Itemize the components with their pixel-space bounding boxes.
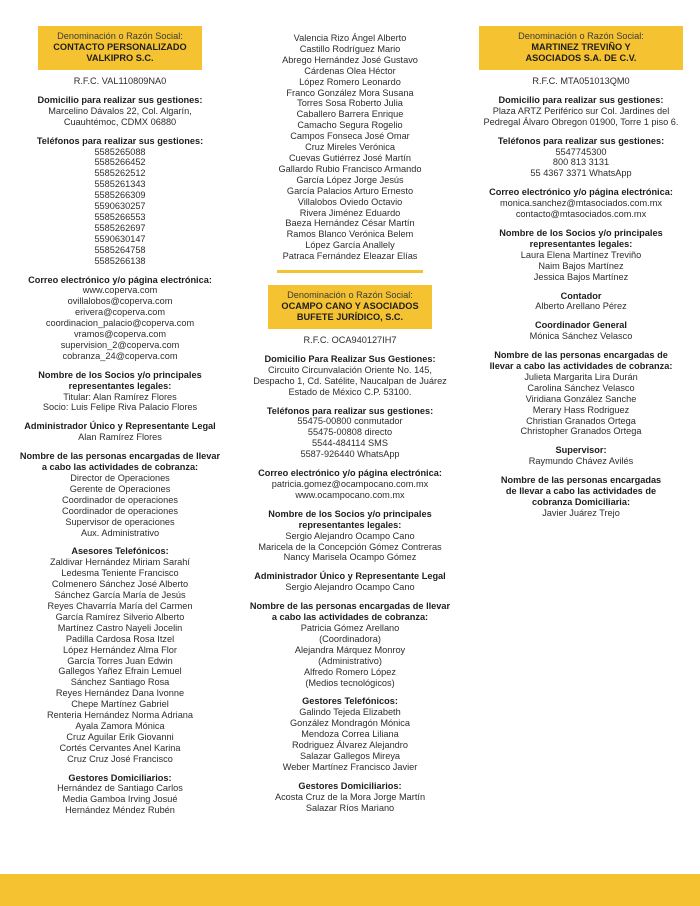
partners-heading: Nombre de los Socios y/o principales: [499, 227, 663, 238]
phones-section: [10, 136, 230, 267]
accountant-heading: Contador: [560, 290, 602, 301]
denomination-label: Denominación o Razón Social:: [518, 31, 644, 41]
partners-section: [240, 509, 460, 564]
address-line: Despacho 1, Cd. Satélite, Naucalpan de Juárez: [253, 375, 447, 386]
phone-number: 55475-00808 directo: [307, 427, 393, 438]
phones-heading: Teléfonos para realizar sus gestiones:: [497, 135, 665, 146]
company-name-box: [268, 285, 432, 329]
address-heading: Domicilio Para Realizar Sus Gestiones:: [264, 353, 436, 364]
email-section: [10, 275, 230, 362]
partners-section: [470, 228, 692, 283]
list-item: Media Gamboa Irving Josué: [62, 794, 178, 805]
admin-heading: Administrador Único y Representante Legal: [254, 571, 446, 582]
collection-section: [10, 451, 230, 538]
collection-role: Coordinador de operaciones: [62, 494, 178, 505]
list-item: Caballero Barrera Enrique: [296, 109, 404, 120]
company-name-line: ASOCIADOS S.A. DE C.V.: [525, 53, 637, 63]
list-item: Franco González Mora Susana: [286, 87, 414, 98]
list-item: Patraca Fernández Eleazar Elías: [282, 251, 418, 262]
list-item: Chepe Martínez Gabriel: [71, 699, 169, 710]
partner-name: Jessica Bajos Martínez: [533, 271, 629, 282]
email-link[interactable]: cobranza_24@coperva.com: [62, 350, 178, 361]
address-heading: Domicilio para realizar sus gestiones:: [37, 94, 203, 105]
phone-number: 5590630257: [94, 201, 146, 212]
collection-person: Julieta Margarita Lira Durán: [524, 371, 638, 382]
list-item: Camacho Segura Rogelio: [297, 120, 403, 131]
list-item: Salazar Ríos Mariano: [305, 802, 395, 813]
collection-heading: Nombre de las personas encargadas de llevar: [19, 451, 221, 462]
list-item: Rodriguez Álvarez Alejandro: [292, 740, 408, 751]
phone-number: 5585266309: [94, 190, 146, 201]
email-heading: Correo electrónico y/o página electrónica:: [28, 274, 212, 285]
supervisor-heading: Supervisor:: [555, 445, 607, 456]
list-item: Cortés Cervantes Anel Karina: [59, 742, 181, 753]
partners-heading: representantes legales:: [529, 238, 633, 249]
company-name-line: VALKIPRO S.C.: [86, 53, 154, 63]
list-item: Acosta Cruz de la Mora Jorge Martín: [274, 791, 426, 802]
list-item: Weber Martínez Francisco Javier: [282, 761, 418, 772]
partners-section: [10, 370, 230, 414]
list-item: Ledesma Teniente Francisco: [61, 568, 179, 579]
coordinator-heading: Coordinador General: [535, 320, 627, 331]
company-name-box: [38, 26, 202, 70]
company-name-line: BUFETE JURÍDICO, S.C.: [296, 312, 404, 323]
list-item: López García Anallely: [305, 240, 395, 251]
email-link[interactable]: vramos@coperva.com: [73, 329, 167, 340]
phone-number: 5544-484114 SMS: [312, 438, 388, 449]
phone-number: 55 4367 3371 WhatsApp: [530, 168, 632, 179]
list-item: Valencia Rizo Ángel Alberto: [293, 33, 407, 43]
section-divider: [277, 270, 423, 273]
email-section: [470, 187, 692, 220]
admin-name: Sergio Alejandro Ocampo Cano: [285, 582, 415, 593]
coordinator-section: [470, 320, 692, 342]
list-item: Cruz Cruz José Francisco: [67, 753, 173, 764]
list-item: Gallardo Rubio Francisco Armando: [278, 163, 422, 174]
address-line: Marcelino Dávalos 22, Col. Algarín,: [48, 105, 192, 116]
list-item: Reyes Hernández Dana Ivonne: [55, 688, 185, 699]
address-section: [10, 95, 230, 128]
home-collectors-heading: Gestores Domiciliarios:: [68, 772, 172, 783]
email-link[interactable]: ovillalobos@coperva.com: [67, 296, 173, 307]
continued-advisors-list: [240, 33, 460, 262]
home-collection-heading: cobranza Domiciliaria:: [531, 497, 631, 507]
list-item: García Palacios Arturo Ernesto: [286, 185, 414, 196]
company-name-line: OCAMPO CANO Y ASOCIADOS: [281, 301, 419, 312]
list-item: García López Jorge Jesús: [296, 174, 404, 185]
list-item: Reyes Chavarría María del Carmen: [47, 600, 193, 611]
phone-advisors-heading: Asesores Telefónicos:: [71, 546, 169, 557]
coordinator-name: Mónica Sánchez Velasco: [529, 331, 633, 342]
phones-section: [240, 406, 460, 461]
denomination-label: Denominación o Razón Social:: [287, 290, 413, 301]
collection-section: [240, 601, 460, 688]
accountant-section: [470, 291, 692, 313]
website-link[interactable]: www.coperva.com: [82, 285, 158, 296]
list-item: Hernández de Santiago Carlos: [57, 783, 183, 794]
address-heading: Domicilio para realizar sus gestiones:: [498, 94, 664, 105]
partner-name: Naim Bajos Martínez: [538, 260, 624, 271]
list-item: Ramos Blanco Verónica Belem: [286, 229, 414, 240]
collection-person: Alejandra Márquez Monroy: [294, 644, 406, 655]
accountant-name: Alberto Arellano Pérez: [535, 301, 627, 312]
collection-heading: a cabo las actividades de cobranza:: [271, 612, 429, 623]
list-item: Cuevas Gutiérrez José Martín: [288, 152, 412, 163]
phone-number: 55475-00800 conmutador: [297, 416, 403, 427]
list-item: Abrego Hernández José Gustavo: [282, 54, 418, 65]
home-collection-heading: de llevar a cabo las actividades de: [505, 486, 657, 497]
partners-heading: representantes legales:: [68, 380, 172, 391]
admin-name: Alan Ramírez Flores: [78, 432, 162, 443]
list-item: González Mondragón Mónica: [289, 718, 411, 729]
list-item: Zaldivar Hernández Miriam Sarahí: [50, 557, 190, 568]
home-collectors-section: [10, 773, 230, 817]
list-item: Padilla Cardosa Rosa Itzel: [65, 633, 175, 644]
supervisor-name: Raymundo Chávez Avilés: [528, 456, 634, 467]
collection-role: (Coordinadora): [319, 633, 381, 644]
address-line: Circuito Circunvalación Oriente No. 145,: [268, 364, 432, 375]
list-item: Cruz Mireles Verónica: [305, 142, 395, 153]
collection-heading: Nombre de las personas encargadas de llevar: [249, 601, 451, 612]
list-item: Martínez Castro Nayeli Jocelin: [57, 622, 183, 633]
phone-collectors-heading: Gestores Telefónicos:: [302, 696, 398, 707]
partner-name: Laura Elena Martínez Treviño: [520, 249, 642, 260]
rfc-text: R.F.C. OCA940127IH7: [303, 335, 397, 346]
email-heading: Correo electrónico y/o página electrónica:: [489, 187, 673, 198]
list-item: López Romero Leonardo: [299, 76, 401, 87]
phone-number: 5585261343: [94, 179, 146, 190]
collection-person: Alfredo Romero López: [304, 666, 396, 677]
list-item: Gallegos Yañez Efrain Lemuel: [58, 666, 182, 677]
phone-number: 5590630147: [94, 233, 146, 244]
partner-name: Socio: Luis Felipe Riva Palacio Flores: [42, 402, 198, 413]
address-line: Cuauhtémoc, CDMX 06880: [63, 116, 177, 127]
list-item: Ayala Zamora Mónica: [75, 720, 165, 731]
collection-person: Merary Hass Rodriguez: [532, 404, 630, 415]
collection-section: [470, 350, 692, 437]
collection-heading: Nombre de las personas encargadas de: [494, 350, 668, 361]
list-item: Renteria Hernández Norma Adriana: [46, 710, 194, 721]
phone-number: 5585266452: [94, 157, 146, 168]
company-name-line: MARTINEZ TREVIÑO Y: [531, 42, 631, 52]
phone-advisors-section: [10, 546, 230, 764]
phones-heading: Teléfonos para realizar sus gestiones:: [36, 135, 204, 146]
collection-role: (Medios tecnológicos): [305, 677, 395, 688]
company-column-valkipro: [10, 0, 230, 816]
home-collectors-section: [240, 781, 460, 814]
address-section: [470, 95, 692, 128]
email-link[interactable]: coordinacion_palacio@coperva.com: [45, 318, 195, 329]
collection-role: Coordinador de operaciones: [62, 505, 178, 516]
phone-number: 800 813 3131: [552, 157, 610, 168]
email-link[interactable]: supervision_2@coperva.com: [60, 339, 180, 350]
address-section: [240, 354, 460, 398]
collection-role: (Administrativo): [318, 655, 382, 666]
collection-role: Gerente de Operaciones: [69, 483, 171, 494]
rfc-text: R.F.C. MTA051013QM0: [532, 76, 630, 86]
phone-number: 5547745300: [555, 146, 607, 157]
phones-heading: Teléfonos para realizar sus gestiones:: [266, 405, 434, 416]
rfc-text: R.F.C. VAL110809NA0: [73, 76, 167, 86]
address-line: Estado de México C.P. 53100.: [288, 386, 412, 397]
list-item: Colmenero Sánchez José Alberto: [51, 579, 189, 590]
list-item: Salazar Gallegos Mireya: [299, 750, 401, 761]
list-item: Torres Sosa Roberto Julia: [297, 98, 403, 109]
company-name-box: [479, 26, 683, 70]
collection-heading: a cabo las actividades de cobranza:: [41, 462, 199, 473]
email-section: [240, 468, 460, 501]
list-item: Galindo Tejeda Elizabeth: [299, 707, 401, 718]
list-item: Castillo Rodríguez Mario: [299, 43, 401, 54]
list-item: García Torres Juan Edwin: [67, 655, 173, 666]
company-name-line: CONTACTO PERSONALIZADO: [53, 42, 187, 52]
phone-number: 5585264758: [94, 244, 146, 255]
collection-role: Aux. Administrativo: [80, 527, 160, 538]
home-collectors-heading: Gestores Domiciliarios:: [298, 780, 402, 791]
collection-person: Viridiana González Sanche: [525, 393, 637, 404]
home-collector-name: Javier Juárez Trejo: [542, 507, 620, 518]
partners-heading: Nombre de los Socios y/o principales: [268, 508, 432, 519]
admin-section: [240, 571, 460, 593]
list-item: Villalobos Oviedo Octavio: [297, 196, 403, 207]
phone-collectors-section: [240, 696, 460, 772]
partners-heading: representantes legales:: [298, 519, 402, 530]
phone-number: 5585266553: [94, 211, 146, 222]
partner-name: Sergio Alejandro Ocampo Cano: [285, 530, 415, 541]
partner-name: Nancy Marisela Ocampo Gómez: [283, 552, 417, 563]
collection-person: Patricia Gómez Arellano: [300, 622, 400, 633]
email-link[interactable]: erivera@coperva.com: [74, 307, 165, 318]
email-heading: Correo electrónico y/o página electrónica:: [258, 468, 442, 479]
company-column-martinez-trevino: [470, 0, 692, 519]
list-item: Sánchez Santiago Rosa: [70, 677, 170, 688]
partners-heading: Nombre de los Socios y/o principales: [38, 369, 202, 380]
home-collection-section: [470, 475, 692, 519]
phone-number: 5585265088: [94, 146, 146, 157]
list-item: Hernández Méndez Rubén: [65, 805, 175, 816]
email-link[interactable]: monica.sanchez@mtasociados.com.mx: [499, 198, 662, 209]
list-item: Mendoza Correa Liliana: [301, 729, 399, 740]
address-line: Plaza ARTZ Periférico sur Col. Jardines del: [492, 105, 670, 116]
website-link[interactable]: www.ocampocano.com.mx: [295, 489, 405, 500]
phone-number: 5585262697: [94, 222, 146, 233]
list-item: Cárdenas Olea Héctor: [304, 65, 396, 76]
phone-number: 5585262512: [94, 168, 146, 179]
footer-bar: [0, 874, 700, 906]
collection-person: Carolina Sánchez Velasco: [527, 382, 635, 393]
denomination-label: Denominación o Razón Social:: [57, 31, 183, 41]
phone-number: 5587-926440 WhatsApp: [300, 449, 400, 460]
collection-role: Supervisor de operaciones: [65, 516, 175, 527]
email-link[interactable]: contacto@mtasociados.com.mx: [515, 209, 647, 220]
list-item: Baeza Hernández César Martín: [285, 218, 415, 229]
list-item: Rivera Jiménez Eduardo: [299, 207, 401, 218]
home-collection-heading: Nombre de las personas encargadas: [500, 475, 662, 486]
list-item: Sánchez García María de Jesús: [54, 590, 186, 601]
company-column-ocampo-cano: [240, 0, 460, 813]
collection-person: Christopher Granados Ortega: [520, 426, 642, 437]
collection-person: Christian Granados Ortega: [526, 415, 636, 426]
address-line: Pedregal Álvaro Obregon 01900, Torre 1 piso 6.: [483, 116, 679, 127]
list-item: Campos Fonseca José Omar: [290, 131, 410, 142]
supervisor-section: [470, 445, 692, 467]
phone-number: 5585266138: [94, 255, 146, 266]
collection-role: Director de Operaciones: [70, 473, 170, 483]
email-link[interactable]: patricia.gomez@ocampocano.com.mx: [271, 479, 429, 489]
admin-section: [10, 421, 230, 443]
collection-heading: llevar a cabo las actividades de cobranza:: [489, 361, 673, 372]
partner-name: Maricela de la Concepción Gómez Contreras: [258, 541, 442, 552]
phones-section: [470, 136, 692, 180]
partner-name: Titular: Alan Ramírez Flores: [63, 391, 177, 402]
list-item: Cruz Aguilar Erik Giovanni: [66, 731, 174, 742]
list-item: López Hernández Alma Flor: [63, 644, 177, 655]
list-item: García Ramírez Silverio Alberto: [55, 611, 185, 622]
admin-heading: Administrador Único y Representante Legal: [24, 421, 216, 432]
